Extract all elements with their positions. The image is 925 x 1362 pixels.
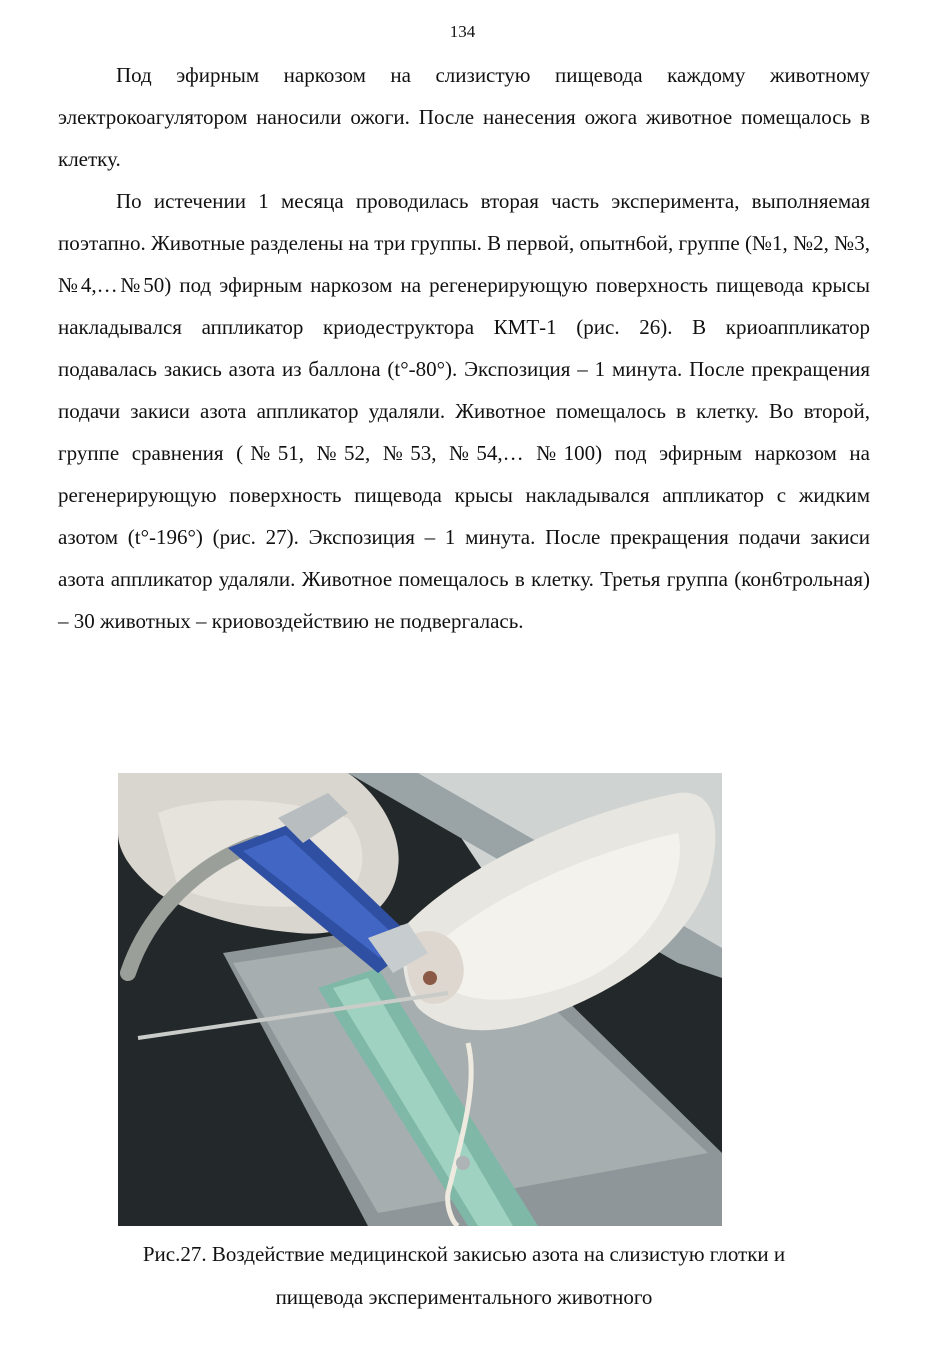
body-text bbox=[58, 54, 870, 642]
figure-caption-line-2: пищевода экспериментального животного bbox=[275, 1285, 653, 1309]
page-number: 134 bbox=[449, 22, 476, 41]
experiment-photo bbox=[118, 773, 722, 1226]
figure-photo bbox=[118, 773, 722, 1226]
paragraph-2: По истечении 1 месяца проводилась вторая часть эксперимента, выполняемая поэтапно. Животные разделены на три группы. В первой, опытн6ой, группе (№1, №2, №3, №4,…№50) под эфирным наркозом на регенерирующую поверхность пищевода крысы накладывался аппликатор криодеструктора КМТ-1 (рис. 26). В криоаппликатор подавалась закись азота из баллона (t°-80°). Экспозиция – 1 минута. После прекращения подачи закиси азота аппликатор удаляли. Животное помещалось в клетку. Во второй, группе сравнения (№51, №52, №53, №54,… №100) под эфирным наркозом на регенерирующую поверхность пищевода крысы накладывался аппликатор с жидким азотом (t°-196°) (рис. 27). Экспозиция – 1 минута. После прекращения подачи закиси азота аппликатор удаляли. Животное помещалось в клетку. Третья группа (кон6трольная) – 30 животных – криовоздействию не подвергалась. bbox=[58, 189, 870, 633]
paragraph-1: Под эфирным наркозом на слизистую пищевода каждому животному электрокоагулятором наносили ожоги. После нанесения ожога животное помещалось в клетку. bbox=[58, 63, 870, 171]
figure-caption-line-1: Рис.27. Воздействие медицинской закисью азота на слизистую глотки и bbox=[142, 1242, 786, 1266]
